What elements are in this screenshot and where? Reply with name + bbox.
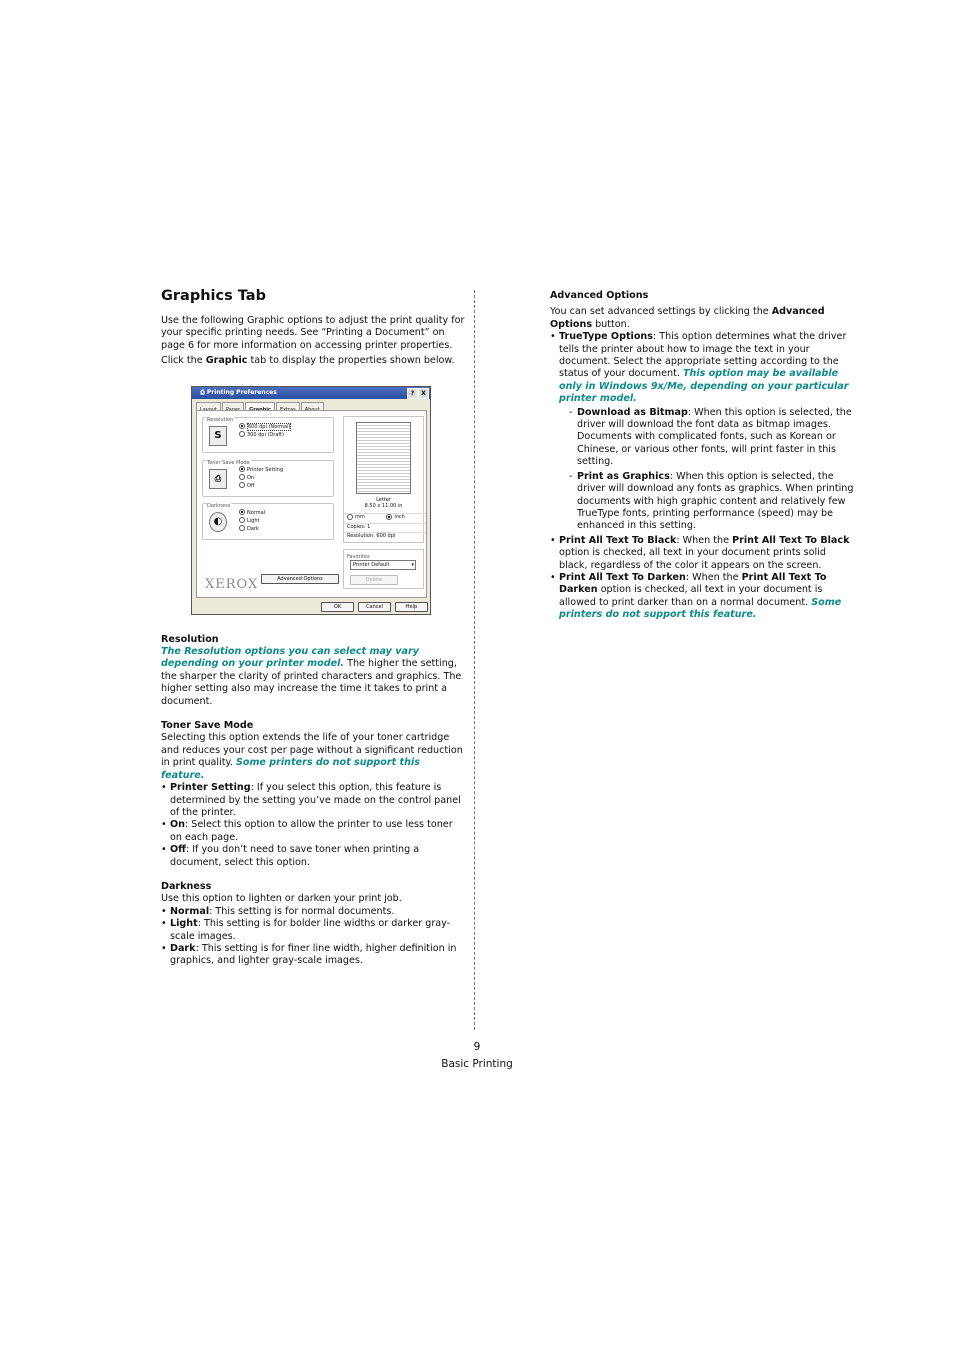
radio-darkness-normal[interactable]: Normal xyxy=(239,509,265,517)
dialog-title-bar xyxy=(192,387,430,399)
list-item: • Light: This setting is for bolder line widths or darker gray-scale images. xyxy=(161,918,466,943)
favorites-group: Favorites Printer Default ▾ Delete xyxy=(343,549,424,589)
printer-icon: ⎙ xyxy=(200,388,205,396)
darkness-icon: ◐ xyxy=(209,512,227,532)
unit-row xyxy=(344,513,426,522)
help-icon[interactable]: ? xyxy=(407,388,418,399)
list-item: • On: Select this option to allow the printer to use less toner on each page. xyxy=(161,819,466,844)
radio-600dpi[interactable]: 600 dpi (Normal) xyxy=(239,423,291,431)
page-title: Graphics Tab xyxy=(161,288,266,304)
right-column: Advanced Options You can set advanced settings by clicking the Advanced Options button. • TrueType Options: This option determines what the driver tells the printer about how to image the text in your document. Select the appropriate setting according to the status of your document. This option may be available only in Windows 9x/Me, depending on your particular printer model. - Download as Bitmap: When this option is selected, the driver will download the font data as bitmap images. Documents with complicated fonts, such as Korean or Chinese, or various other fonts, will print faster in this setting. - Print as Graphics: When this option is selected, the driver will download any fonts as graphics. When printing documents with high graphic content and relatively few TrueType fonts, printing performance (speed) may be enhanced in this setting. • Print All Text To Black: When the Print All Text To Black option is checked, all text in your document prints solid black, regardless of the color it appears on the screen. • Print All Text To Darken: When the Print All Text To Darken option is checked, all text in your document is allowed to print darker than on a normal document. Some printers do not support this feature. xyxy=(550,290,855,622)
radio-darkness-dark[interactable]: Dark xyxy=(239,525,265,533)
list-item: • Print All Text To Darken: When the Print All Text To Darken option is checked, all text in your document is allowed to print darker than on a normal document. Some printers do not support this feature. xyxy=(550,572,855,622)
close-icon[interactable]: X xyxy=(418,388,429,399)
radio-unit-mm[interactable]: mm xyxy=(347,514,365,520)
radio-toner-off[interactable]: Off xyxy=(239,482,283,490)
dialog-title: Printing Preferences xyxy=(206,388,277,396)
list-item: • Print All Text To Black: When the Print All Text To Black option is checked, all text in your document prints solid black, regardless of the color it appears on the screen. xyxy=(550,535,855,572)
list-item: • Dark: This setting is for finer line width, higher definition in graphics, and lighter gray-scale images. xyxy=(161,943,466,968)
resolution-info: Resolution: 600 dpi xyxy=(344,532,426,540)
left-column xyxy=(161,288,466,968)
delete-button[interactable]: Delete xyxy=(350,575,398,585)
toner-section: Toner Save Mode Selecting this option extends the life of your toner cartridge and reduces your cost per page without a significant reduction in print quality. Some printers do not support this feature. • Printer Setting: If you select this option, this feature is determined by the setting you’ve made on the control panel of the printer. • On: Select this option to allow the printer to use less toner on each page. • Off: If you don’t need to save toner when printing a document, select this option. xyxy=(161,720,466,869)
darkness-section: Darkness Use this option to lighten or darken your print job. • Normal: This setting is for normal documents. • Light: This setting is for bolder line widths or darker gray-scale images. • Dark: This setting is for finer line width, higher definition in graphics, and lighter gray-scale images. xyxy=(161,881,466,968)
chevron-down-icon: ▾ xyxy=(411,561,414,568)
radio-unit-inch[interactable]: inch xyxy=(386,514,404,520)
list-item: • Normal: This setting is for normal documents. xyxy=(161,906,466,918)
copies-info: Copies: 1 xyxy=(344,523,426,531)
radio-printer-setting[interactable]: Printer Setting xyxy=(239,466,283,474)
paper-name: Letter xyxy=(376,496,391,503)
list-item: - Download as Bitmap: When this option is selected, the driver will download the font data as bitmap images. Documents with complicated fonts, such as Korean or Chinese, or various other fonts, will print faster in this setting. xyxy=(569,407,855,469)
intro-click-paragraph: Click the Graphic tab to display the properties shown below. xyxy=(161,355,455,367)
column-divider xyxy=(474,290,475,1030)
radio-300dpi[interactable]: 300 dpi (Draft) xyxy=(239,431,291,439)
list-item: • TrueType Options: This option determines what the driver tells the printer about how to image the text in your document. Select the appropriate setting according to the status of your document. This option may be available only in Windows 9x/Me, depending on your particular printer model. - Download as Bitmap: When this option is selected, the driver will download the font data as bitmap images. Documents with complicated fonts, such as Korean or Chinese, or various other fonts, will print faster in this setting. - Print as Graphics: When this option is selected, the driver will download any fonts as graphics. When printing documents with high graphic content and relatively few TrueType fonts, printing performance (speed) may be enhanced in this setting. xyxy=(550,331,855,533)
cancel-button[interactable]: Cancel xyxy=(358,602,391,612)
toner-printer-icon: ⎙ xyxy=(209,469,227,489)
list-item: • Off: If you don’t need to save toner when printing a document, select this option. xyxy=(161,844,466,869)
help-button[interactable]: Help xyxy=(395,602,428,612)
printing-preferences-dialog xyxy=(191,386,431,615)
intro-paragraph: Use the following Graphic options to adjust the print quality for your specific printing needs. See “Printing a Document” on page 6 for more information on accessing printer properties. xyxy=(161,315,465,351)
radio-darkness-light[interactable]: Light xyxy=(239,517,265,525)
advanced-options-heading: Advanced Options xyxy=(550,290,649,301)
advanced-options-button[interactable]: Advanced Options xyxy=(261,574,339,584)
paper-size: 8.50 x 11.00 in xyxy=(364,502,403,509)
graphic-tab-panel xyxy=(196,410,427,598)
toner-save-group: Toner Save Mode ⎙ Printer Setting On Off xyxy=(202,460,334,497)
darkness-group: Darkness ◐ Normal Light Dark xyxy=(202,503,334,540)
ok-button[interactable]: OK xyxy=(321,602,354,612)
page-number: 9 xyxy=(473,1041,481,1053)
list-item: • Printer Setting: If you select this option, this feature is determined by the setting you’ve made on the control panel of the printer. xyxy=(161,782,466,819)
paper-preview-image xyxy=(356,422,411,494)
page-preview xyxy=(343,416,424,543)
resolution-group: Resolution S 600 dpi (Normal) 300 dpi (Draft) xyxy=(202,417,334,453)
resolution-s-icon: S xyxy=(209,426,227,446)
favorites-select[interactable]: Printer Default ▾ xyxy=(350,560,416,570)
footer-section-name: Basic Printing xyxy=(441,1058,513,1070)
resolution-section: Resolution The Resolution options you can select may vary depending on your printer model. The higher the setting, the sharper the clarity of printed characters and graphics. The higher setting also may increase the time it takes to print a document. xyxy=(161,633,462,707)
xerox-logo: XEROX xyxy=(205,576,259,592)
radio-toner-on[interactable]: On xyxy=(239,474,283,482)
list-item: - Print as Graphics: When this option is selected, the driver will download any fonts as graphics. When printing documents with high graphic content and relatively few TrueType fonts, printing performance (speed) may be enhanced in this setting. xyxy=(569,471,855,533)
